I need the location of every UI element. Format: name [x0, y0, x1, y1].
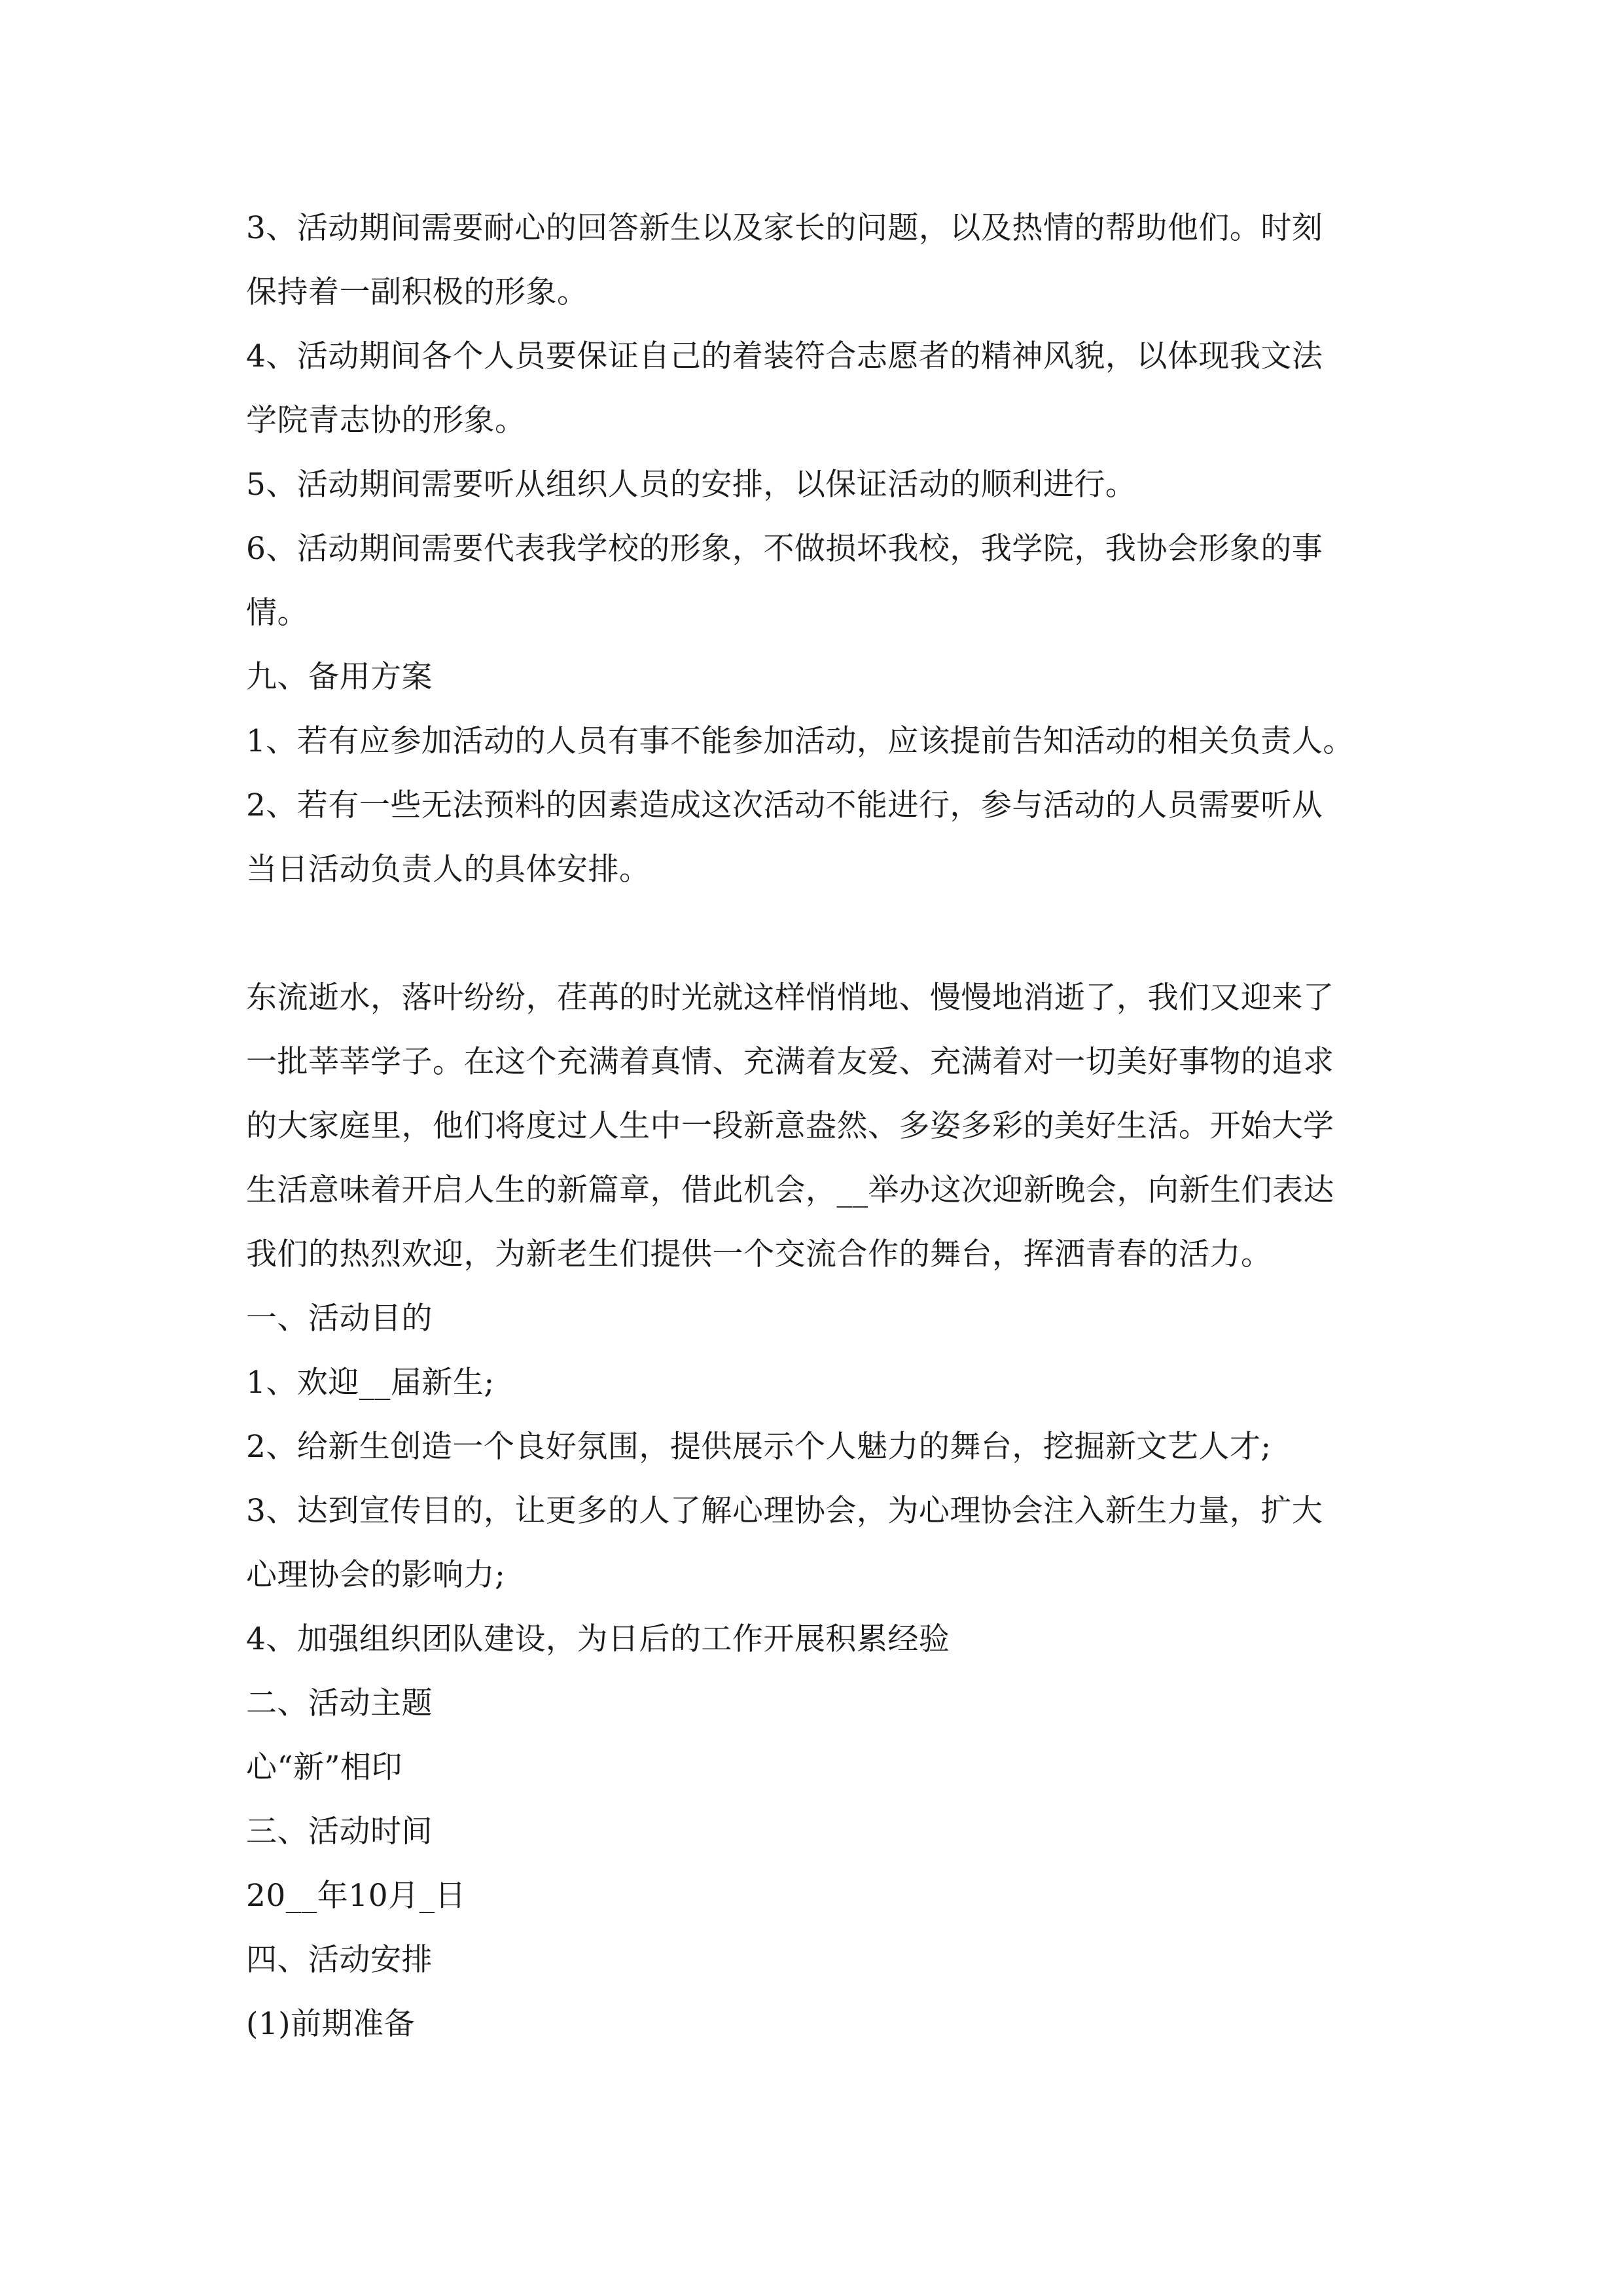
- paragraph-line: 学院青志协的形象。: [246, 403, 526, 439]
- paragraph-line: 3、达到宣传目的，让更多的人了解心理协会，为心理协会注入新生力量，扩大: [246, 1493, 1323, 1529]
- section-heading: 三、活动时间: [246, 1814, 433, 1850]
- paragraph-line: 1、若有应参加活动的人员有事不能参加活动，应该提前告知活动的相关负责人。: [246, 723, 1354, 759]
- section-welcome-party: [246, 966, 1398, 2056]
- paragraph-line: 5、活动期间需要听从组织人员的安排，以保证活动的顺利进行。: [246, 467, 1137, 503]
- section-volunteer-rules: [246, 196, 1398, 902]
- paragraph-line: 一批莘莘学子。在这个充满着真情、充满着友爱、充满着对一切美好事物的追求: [246, 1044, 1334, 1080]
- paragraph-line: 情。: [246, 595, 308, 631]
- paragraph-line: 心“新”相印: [246, 1749, 403, 1785]
- paragraph-line: 心理协会的影响力;: [246, 1557, 506, 1593]
- paragraph-line: 4、活动期间各个人员要保证自己的着装符合志愿者的精神风貌，以体现我文法: [246, 338, 1323, 374]
- paragraph-line: 20__年10月_日: [246, 1878, 467, 1914]
- paragraph-line: 我们的热烈欢迎，为新老生们提供一个交流合作的舞台，挥洒青春的活力。: [246, 1236, 1272, 1272]
- document-body: [246, 196, 1398, 2056]
- section-heading: 九、备用方案: [246, 659, 433, 695]
- paragraph-line: 6、活动期间需要代表我学校的形象，不做损坏我校，我学院，我协会形象的事: [246, 531, 1323, 567]
- paragraph-line: 当日活动负责人的具体安排。: [246, 852, 651, 888]
- paragraph-line: 东流逝水，落叶纷纷，荏苒的时光就这样悄悄地、慢慢地消逝了，我们又迎来了: [246, 980, 1334, 1016]
- paragraph-line: 保持着一副积极的形象。: [246, 274, 588, 310]
- paragraph-line: 2、若有一些无法预料的因素造成这次活动不能进行，参与活动的人员需要听从: [246, 787, 1323, 823]
- section-spacer: [246, 902, 1398, 966]
- paragraph-line: 1、欢迎__届新生;: [246, 1365, 495, 1401]
- section-heading: 二、活动主题: [246, 1685, 433, 1721]
- paragraph-line: 3、活动期间需要耐心的回答新生以及家长的问题，以及热情的帮助他们。时刻: [246, 210, 1323, 246]
- section-heading: 四、活动安排: [246, 1942, 433, 1978]
- paragraph-line: 的大家庭里，他们将度过人生中一段新意盎然、多姿多彩的美好生活。开始大学: [246, 1108, 1334, 1144]
- paragraph-line: (1)前期准备: [246, 2006, 416, 2042]
- paragraph-line: 4、加强组织团队建设，为日后的工作开展积累经验: [246, 1621, 950, 1657]
- paragraph-line: 生活意味着开启人生的新篇章，借此机会，__举办这次迎新晚会，向新生们表达: [246, 1172, 1334, 1208]
- section-heading: 一、活动目的: [246, 1300, 433, 1336]
- paragraph-line: 2、给新生创造一个良好氛围，提供展示个人魅力的舞台，挖掘新文艺人才;: [246, 1429, 1272, 1465]
